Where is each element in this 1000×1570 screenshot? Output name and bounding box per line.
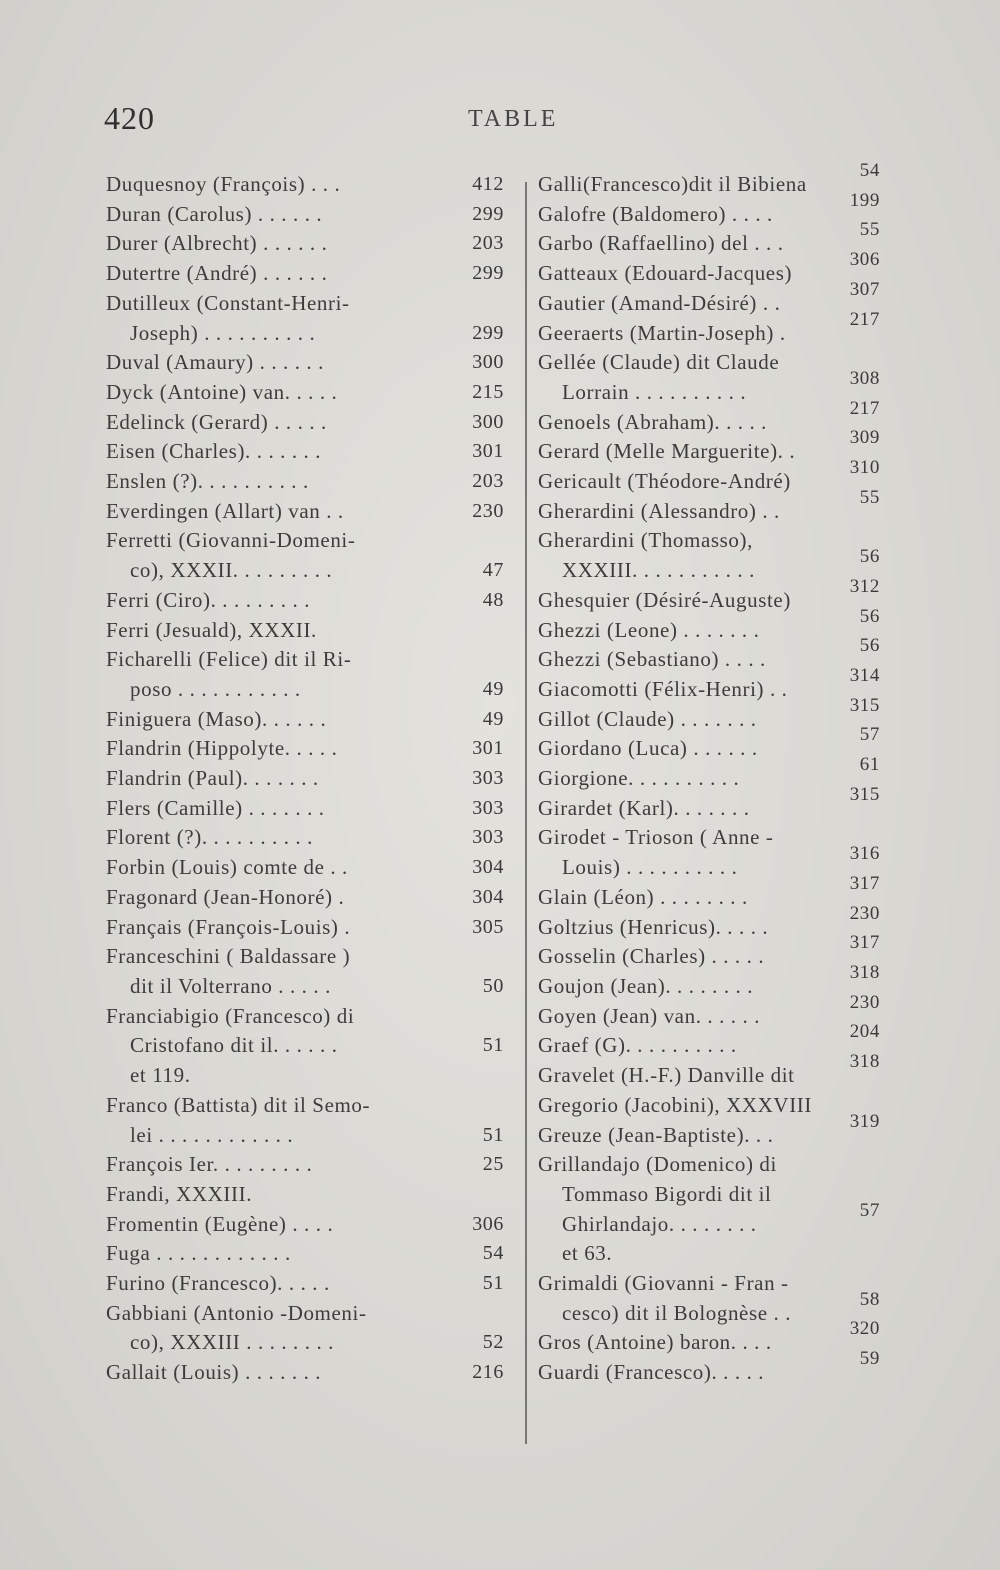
entry-text: Giorgione. . . . . . . . . . bbox=[538, 766, 740, 791]
index-column-right bbox=[538, 160, 880, 1388]
entry-text: Ferretti (Giovanni-Domeni- bbox=[106, 528, 356, 553]
page-ref: 303 bbox=[472, 826, 504, 849]
entry-text: Franciabigio (Francesco) di bbox=[106, 1003, 355, 1028]
index-entry bbox=[106, 1091, 504, 1121]
page-ref: 54 bbox=[859, 160, 880, 181]
page-ref: 217 bbox=[849, 308, 880, 330]
page-ref: 203 bbox=[472, 232, 504, 255]
entry-text: Ghesquier (Désiré-Auguste) bbox=[538, 587, 791, 612]
entry-text: Guardi (Francesco). . . . . bbox=[538, 1360, 765, 1385]
entry-text: Giordano (Luca) . . . . . . bbox=[538, 736, 758, 761]
page-ref: 56 bbox=[859, 605, 880, 627]
column-divider bbox=[525, 182, 527, 1444]
index-entry bbox=[538, 1021, 880, 1061]
entry-text: Edelinck (Gerard) . . . . . bbox=[106, 409, 327, 434]
page-ref: 199 bbox=[849, 189, 880, 211]
index-entry bbox=[538, 348, 878, 378]
page-ref: 315 bbox=[849, 694, 880, 716]
index-entry bbox=[106, 1121, 504, 1151]
page-ref: 308 bbox=[849, 367, 880, 389]
page-number: 420 bbox=[104, 100, 155, 136]
entry-text: Ficharelli (Felice) dit il Ri- bbox=[106, 647, 352, 672]
entry-text: cesco) dit il Bolognèse . . bbox=[562, 1300, 792, 1325]
entry-text: Flers (Camille) . . . . . . . bbox=[106, 795, 325, 820]
page-ref: 215 bbox=[472, 380, 504, 403]
page-ref: 57 bbox=[859, 1199, 880, 1221]
page-ref: 306 bbox=[849, 249, 880, 271]
entry-text: lei . . . . . . . . . . . . bbox=[130, 1122, 294, 1147]
page-ref: 316 bbox=[849, 843, 880, 865]
entry-text: Gherardini (Alessandro) . . bbox=[538, 498, 780, 523]
entry-text: Gherardini (Thomasso), bbox=[538, 528, 753, 553]
entry-text: Fuga . . . . . . . . . . . . bbox=[106, 1241, 291, 1266]
entry-text: Grimaldi (Giovanni - Fran - bbox=[538, 1271, 789, 1296]
index-entry bbox=[106, 675, 504, 705]
index-entry bbox=[106, 1210, 504, 1240]
index-entry bbox=[106, 734, 504, 764]
entry-text: Ferri (Ciro). . . . . . . . . bbox=[106, 587, 311, 612]
index-entry bbox=[538, 1348, 880, 1388]
page-ref: 304 bbox=[472, 856, 504, 879]
entry-text: Ferri (Jesuald), XXXII. bbox=[106, 617, 317, 642]
page-ref: 50 bbox=[482, 974, 504, 997]
page-ref: 299 bbox=[472, 321, 504, 344]
entry-text: Geeraerts (Martin-Joseph) . bbox=[538, 320, 786, 345]
page-ref: 301 bbox=[472, 440, 504, 463]
page-ref: 56 bbox=[859, 546, 880, 568]
entry-text: Gosselin (Charles) . . . . . bbox=[538, 944, 765, 969]
page-ref: 319 bbox=[849, 1110, 880, 1132]
index-entry bbox=[538, 1110, 880, 1151]
index-entry bbox=[538, 1269, 878, 1299]
entry-text: Furino (Francesco). . . . . bbox=[106, 1271, 330, 1296]
entry-text: Galli(Francesco)dit il Bibiena bbox=[538, 172, 807, 196]
index-entry bbox=[106, 1180, 504, 1210]
entry-text: Everdingen (Allart) van . . bbox=[106, 498, 344, 523]
page-ref: 314 bbox=[849, 664, 880, 686]
page-ref: 204 bbox=[849, 1021, 880, 1043]
index-entry bbox=[106, 200, 504, 230]
page-ref: 52 bbox=[482, 1331, 504, 1354]
entry-text: Goltzius (Henricus). . . . . bbox=[538, 914, 769, 939]
index-entry bbox=[106, 1299, 504, 1329]
entry-text: Flandrin (Paul). . . . . . . bbox=[106, 766, 319, 791]
index-entry bbox=[106, 1061, 504, 1091]
index-entry bbox=[106, 764, 504, 794]
entry-text: Joseph) . . . . . . . . . . bbox=[130, 320, 316, 345]
index-entry bbox=[538, 1318, 880, 1358]
running-head: TABLE bbox=[468, 106, 559, 132]
entry-text: Lorrain . . . . . . . . . . bbox=[562, 379, 747, 404]
page-ref: 299 bbox=[472, 262, 504, 285]
page-ref: 318 bbox=[849, 1051, 880, 1073]
page-ref: 304 bbox=[472, 885, 504, 908]
entry-text: Duquesnoy (François) . . . bbox=[106, 172, 341, 196]
page-ref: 310 bbox=[849, 457, 880, 479]
index-entry bbox=[106, 616, 504, 646]
page-ref: 320 bbox=[849, 1318, 880, 1340]
entry-text: Gellée (Claude) dit Claude bbox=[538, 350, 780, 375]
entry-text: Cristofano dit il. . . . . . bbox=[130, 1033, 338, 1058]
index-entry bbox=[538, 1180, 878, 1210]
index-entry bbox=[538, 823, 878, 853]
page-ref: 318 bbox=[849, 961, 880, 983]
page-ref: 300 bbox=[472, 351, 504, 374]
index-entry bbox=[106, 467, 504, 497]
page-ref: 300 bbox=[472, 410, 504, 433]
index-entry bbox=[106, 1031, 504, 1061]
entry-text: Gros (Antoine) baron. . . . bbox=[538, 1330, 772, 1355]
page-ref: 55 bbox=[859, 486, 880, 508]
entry-text: Greuze (Jean-Baptiste). . . bbox=[538, 1122, 774, 1147]
index-entry bbox=[106, 378, 504, 408]
index-entry bbox=[538, 1239, 878, 1269]
entry-text: Florent (?). . . . . . . . . . bbox=[106, 825, 313, 850]
page-ref: 412 bbox=[472, 173, 504, 195]
index-entry bbox=[106, 348, 504, 378]
page-ref: 58 bbox=[859, 1288, 880, 1310]
entry-text: Durer (Albrecht) . . . . . . bbox=[106, 231, 328, 256]
page-ref: 299 bbox=[472, 202, 504, 225]
page-ref: 48 bbox=[482, 588, 504, 611]
entry-text: Gerard (Melle Marguerite). . bbox=[538, 439, 796, 464]
index-entry bbox=[106, 1269, 504, 1299]
entry-text: dit il Volterrano . . . . . bbox=[130, 973, 331, 998]
index-entry bbox=[106, 289, 504, 319]
page-ref: 56 bbox=[859, 635, 880, 657]
entry-text: Enslen (?). . . . . . . . . . bbox=[106, 469, 309, 494]
index-entry bbox=[538, 219, 880, 259]
page-ref: 61 bbox=[859, 754, 880, 776]
index-entry bbox=[538, 1051, 880, 1091]
entry-text: Finiguera (Maso). . . . . . bbox=[106, 706, 327, 731]
index-entry bbox=[106, 794, 504, 824]
entry-text: Fromentin (Eugène) . . . . bbox=[106, 1211, 334, 1236]
entry-text: co), XXXII. . . . . . . . . bbox=[130, 558, 333, 583]
entry-text: Gabbiani (Antonio -Domeni- bbox=[106, 1300, 367, 1325]
entry-text: XXXIII. . . . . . . . . . . bbox=[562, 558, 755, 583]
index-entry bbox=[538, 427, 880, 467]
entry-text: Girodet - Trioson ( Anne - bbox=[538, 825, 774, 850]
index-entry bbox=[106, 972, 504, 1002]
entry-text: Girardet (Karl). . . . . . . bbox=[538, 795, 750, 820]
index-entry bbox=[106, 853, 504, 883]
entry-text: Grillandajo (Domenico) di bbox=[538, 1152, 777, 1177]
entry-text: Gericault (Théodore-André) bbox=[538, 469, 791, 494]
entry-text: Fragonard (Jean-Honoré) . bbox=[106, 884, 345, 909]
entry-text: co), XXXIII . . . . . . . . bbox=[130, 1330, 334, 1355]
entry-text: Louis) . . . . . . . . . . bbox=[562, 855, 738, 880]
page-ref: 230 bbox=[472, 499, 504, 522]
index-entry bbox=[106, 408, 504, 438]
page-ref: 51 bbox=[482, 1272, 504, 1295]
page-ref: 230 bbox=[849, 902, 880, 924]
index-entry bbox=[106, 1150, 504, 1180]
index-entry bbox=[106, 437, 504, 467]
index-entry bbox=[106, 259, 504, 289]
entry-text: et 119. bbox=[130, 1063, 191, 1088]
entry-text: Gallait (Louis) . . . . . . . bbox=[106, 1360, 322, 1385]
entry-text: Ghezzi (Leone) . . . . . . . bbox=[538, 617, 760, 642]
index-entry bbox=[106, 942, 504, 972]
index-entry bbox=[538, 1150, 878, 1180]
entry-text: Giacomotti (Félix-Henri) . . bbox=[538, 676, 788, 701]
index-entry bbox=[106, 1239, 504, 1269]
entry-text: Ghezzi (Sebastiano) . . . . bbox=[538, 647, 766, 672]
entry-text: Français (François-Louis) . bbox=[106, 914, 351, 939]
index-entry bbox=[106, 823, 504, 853]
entry-text: Genoels (Abraham). . . . . bbox=[538, 409, 768, 434]
index-entry bbox=[106, 170, 504, 200]
entry-text: Gautier (Amand-Désiré) . . bbox=[538, 290, 781, 315]
entry-text: Franco (Battista) dit il Semo- bbox=[106, 1092, 371, 1117]
entry-text: Gravelet (H.-F.) Danville dit bbox=[538, 1063, 795, 1088]
page-ref: 315 bbox=[849, 783, 880, 805]
entry-text: Gillot (Claude) . . . . . . . bbox=[538, 706, 757, 731]
index-entry bbox=[106, 497, 504, 527]
index-entry bbox=[106, 1002, 504, 1032]
page-ref: 317 bbox=[849, 872, 880, 894]
index-entry bbox=[106, 1328, 504, 1358]
entry-text: et 63. bbox=[562, 1241, 613, 1266]
page-ref: 49 bbox=[482, 677, 504, 700]
page-ref: 303 bbox=[472, 796, 504, 819]
page-ref: 303 bbox=[472, 767, 504, 790]
entry-text: Eisen (Charles). . . . . . . bbox=[106, 439, 322, 464]
entry-text: Flandrin (Hippolyte. . . . . bbox=[106, 736, 338, 761]
entry-text: Forbin (Louis) comte de . . bbox=[106, 855, 348, 880]
page-ref: 203 bbox=[472, 470, 504, 493]
page-ref: 230 bbox=[849, 991, 880, 1013]
index-entry bbox=[106, 1358, 504, 1388]
page-ref: 51 bbox=[482, 1034, 504, 1057]
page-ref: 301 bbox=[472, 737, 504, 760]
index-entry bbox=[106, 645, 504, 675]
page-ref: 309 bbox=[849, 427, 880, 449]
index-entry bbox=[106, 229, 504, 259]
entry-text: François Ier. . . . . . . . . bbox=[106, 1152, 313, 1177]
entry-text: Duran (Carolus) . . . . . . bbox=[106, 201, 323, 226]
entry-text: Tommaso Bigordi dit il bbox=[562, 1181, 772, 1206]
entry-text: Dyck (Antoine) van. . . . . bbox=[106, 379, 338, 404]
page-ref: 312 bbox=[849, 575, 880, 597]
page-ref: 51 bbox=[482, 1123, 504, 1146]
index-column-left bbox=[106, 170, 504, 1388]
index-entry bbox=[106, 319, 504, 349]
index-entry bbox=[538, 1091, 878, 1121]
entry-text: Goyen (Jean) van. . . . . . bbox=[538, 1003, 761, 1028]
entry-text: Dutilleux (Constant-Henri- bbox=[106, 290, 350, 315]
entry-text: Goujon (Jean). . . . . . . . bbox=[538, 973, 754, 998]
entry-text: Gatteaux (Edouard-Jacques) bbox=[538, 261, 793, 286]
entry-text: Duval (Amaury) . . . . . . bbox=[106, 350, 324, 375]
entry-text: Dutertre (André) . . . . . . bbox=[106, 261, 328, 286]
index-entry bbox=[106, 526, 504, 556]
index-entry bbox=[106, 883, 504, 913]
index-entry bbox=[106, 705, 504, 735]
page-ref: 54 bbox=[482, 1242, 504, 1265]
index-entry bbox=[538, 526, 878, 556]
index-entry bbox=[106, 913, 504, 943]
page-ref: 216 bbox=[472, 1361, 504, 1384]
page-ref: 217 bbox=[849, 397, 880, 419]
index-entry bbox=[538, 1199, 880, 1240]
index-entry bbox=[538, 486, 880, 527]
page-ref: 59 bbox=[859, 1348, 880, 1370]
entry-text: Franceschini ( Baldassare ) bbox=[106, 944, 351, 969]
index-entry bbox=[538, 783, 880, 824]
index-entry bbox=[538, 724, 880, 764]
page-ref: 57 bbox=[859, 724, 880, 746]
index-entry bbox=[538, 308, 880, 349]
index-entry bbox=[538, 605, 880, 646]
entry-text: Garbo (Raffaellino) del . . . bbox=[538, 231, 784, 256]
entry-text: Graef (G). . . . . . . . . . bbox=[538, 1033, 737, 1058]
page-ref: 55 bbox=[859, 219, 880, 241]
entry-text: Glain (Léon) . . . . . . . . bbox=[538, 884, 748, 909]
page-ref: 25 bbox=[482, 1153, 504, 1176]
page-ref: 307 bbox=[849, 278, 880, 300]
page-ref: 49 bbox=[482, 707, 504, 730]
page-ref: 306 bbox=[472, 1212, 504, 1235]
index-entry bbox=[106, 586, 504, 616]
entry-text: Gregorio (Jacobini), XXXVIII bbox=[538, 1092, 812, 1117]
page-ref: 317 bbox=[849, 932, 880, 954]
index-entry bbox=[106, 556, 504, 586]
page-ref: 305 bbox=[472, 915, 504, 938]
entry-text: Ghirlandajo. . . . . . . . bbox=[562, 1211, 757, 1236]
entry-text: poso . . . . . . . . . . . bbox=[130, 676, 301, 701]
page-ref: 47 bbox=[482, 559, 504, 582]
entry-text: Galofre (Baldomero) . . . . bbox=[538, 201, 773, 226]
entry-text: Frandi, XXXIII. bbox=[106, 1181, 253, 1206]
